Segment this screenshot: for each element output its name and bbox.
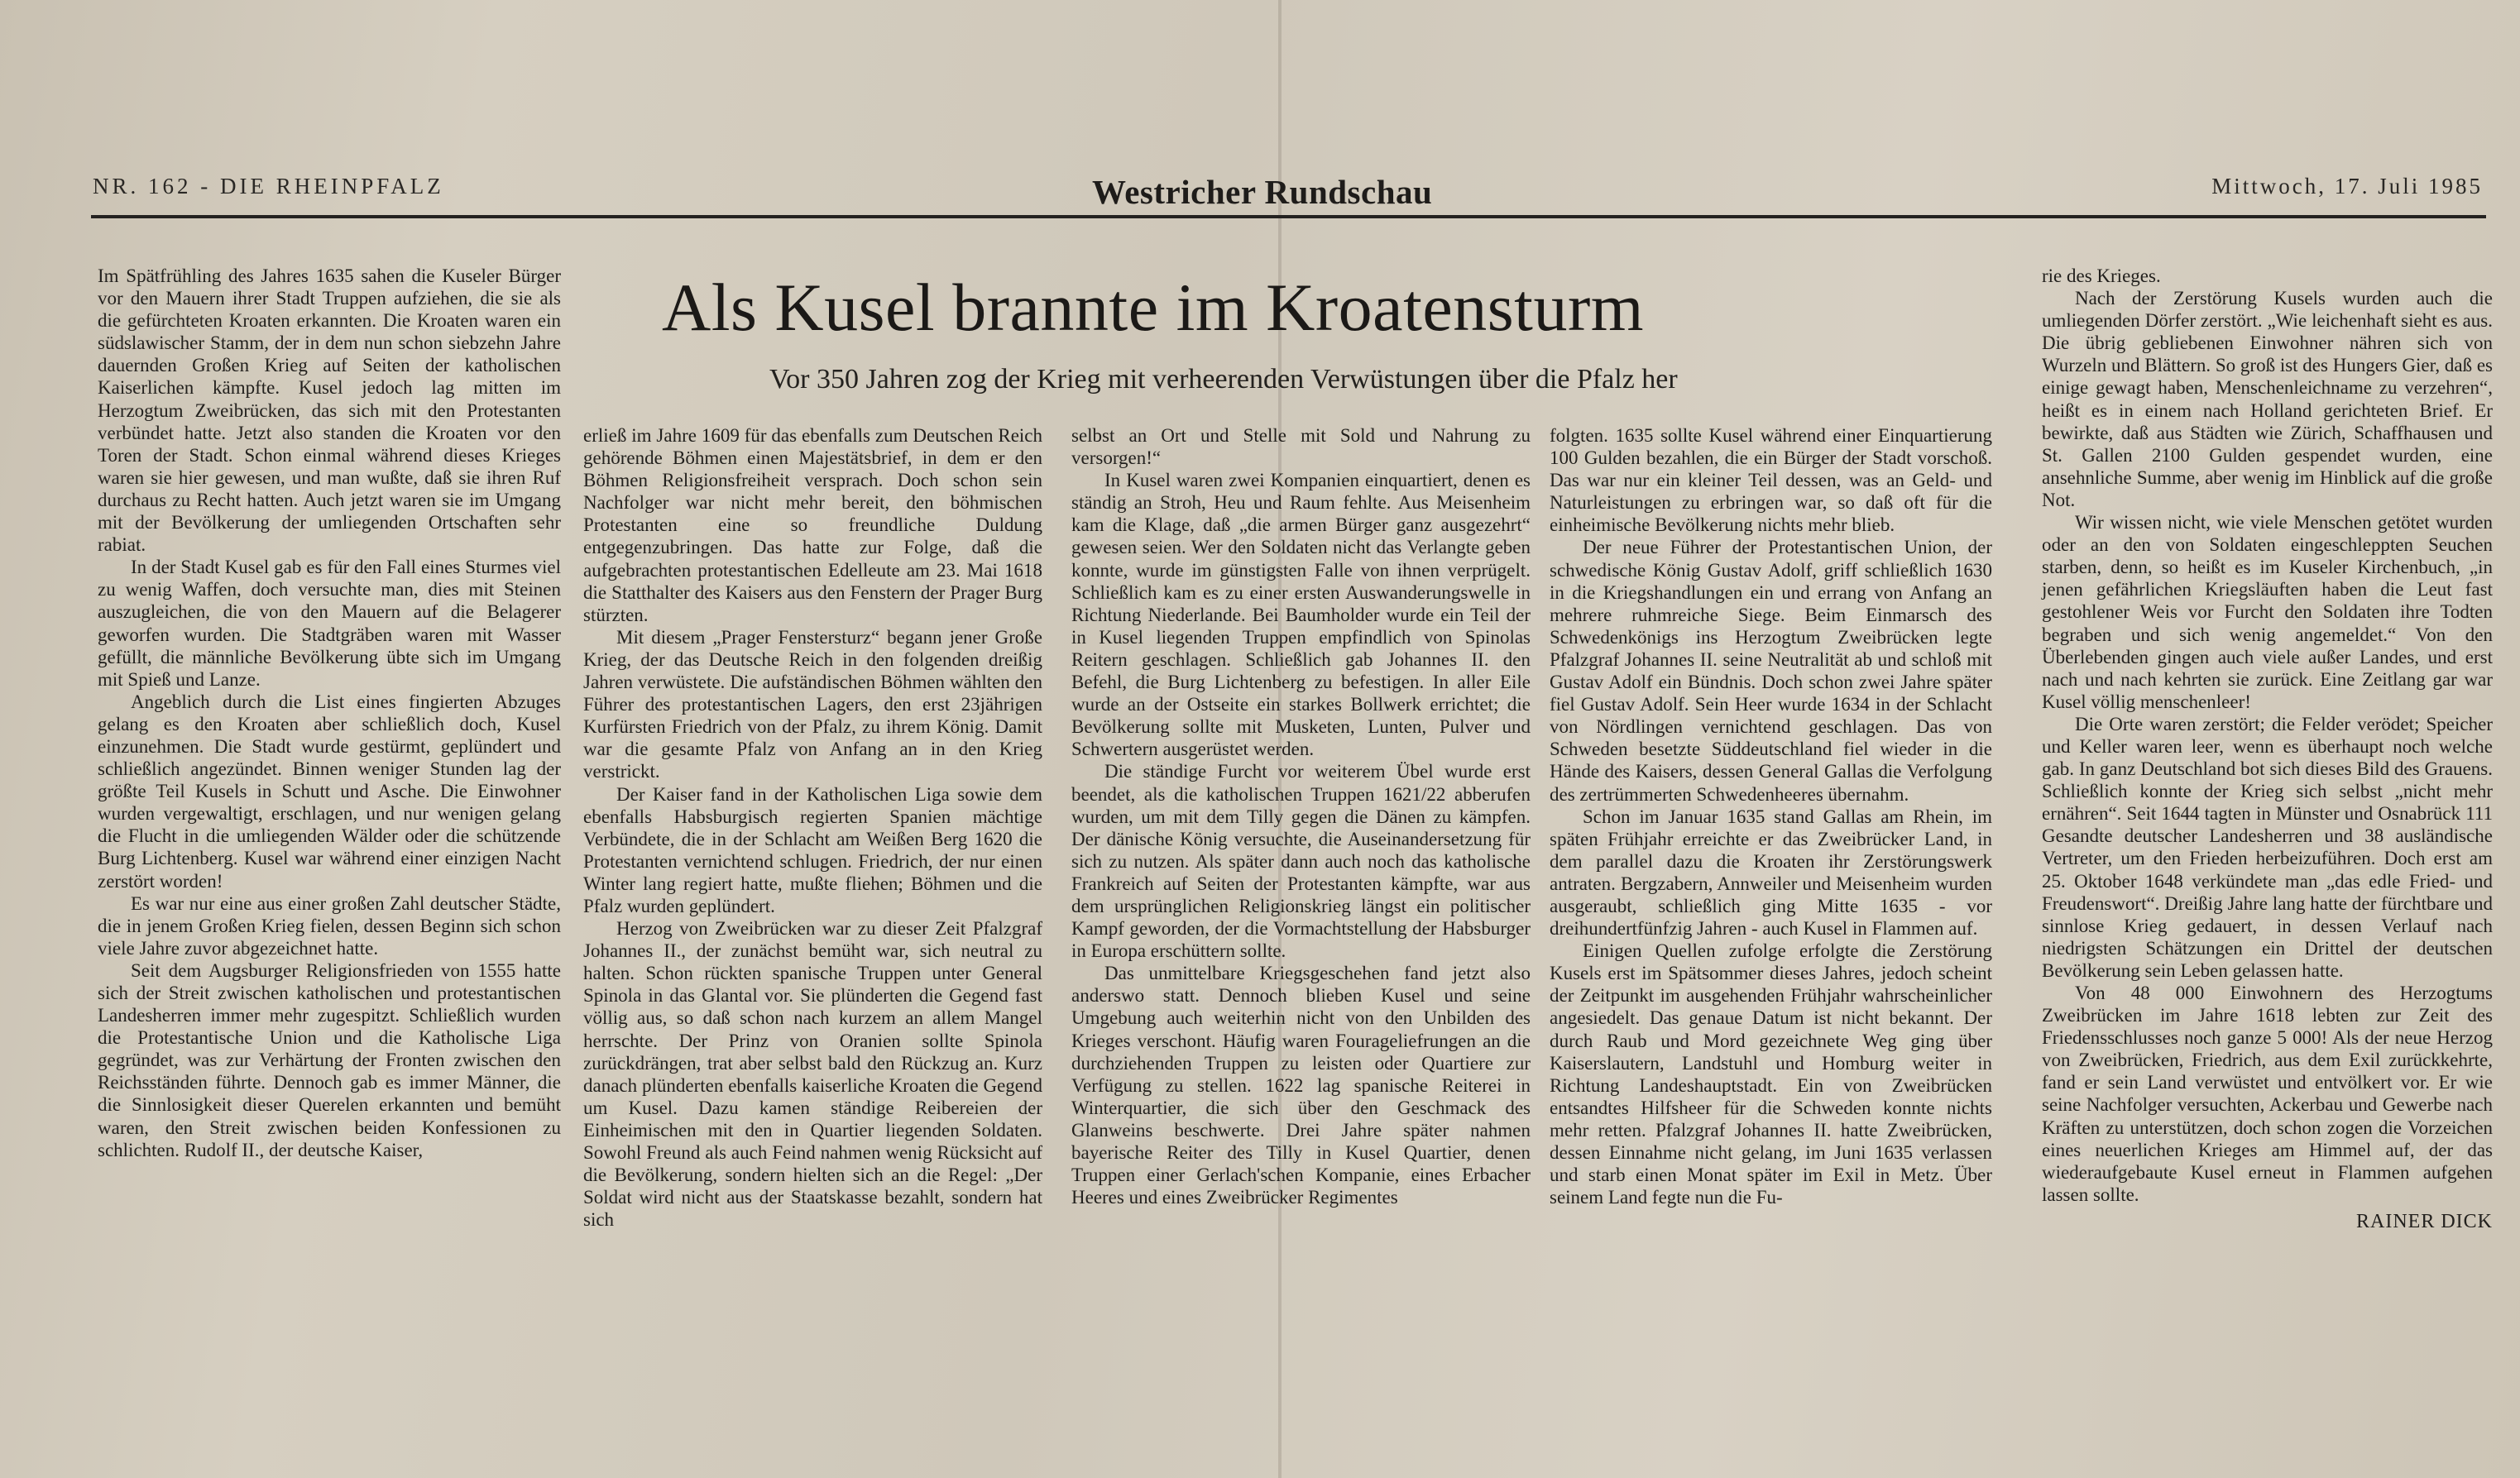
paragraph: Von 48 000 Einwohnern des Herzogtums Zweibrücken im Jahre 1618 lebten zur Zeit des Friedensschlusses noch ganze 5 000! Als der neue Herzog von Zweibrücken, Friedrich, aus dem Exil zurückkehrte, fand er sein Land verwüstet und entvölkert vor. Er wie seine Nachfolger versuchten, Ackerbau und Gewerbe nach Kräften zu unterstützen, doch schon zogen die Vorzeichen eines neuerlichen Krieges am Himmel auf, der das wiederaufgebaute Kusel erneut in Flammen aufgehen lassen sollte.: [2042, 983, 2493, 1205]
article-column-2: [583, 424, 1042, 1450]
paragraph: Der neue Führer der Protestantischen Union, der schwedische König Gustav Adolf, griff schließlich 1630 in die Kriegshandlungen ein und errang von Anfang an mehrere ruhmreiche Siege. Beim Einmarsch des Schwedenkönigs ins Herzogtum Zweibrücken legte Pfalzgraf Johannes II. seine Neutralität ab und schloß mit Gustav Adolf ein Bündnis. Doch schon zwei Jahre später fiel Gustav Adolf. Sein Heer wurde 1634 in der Schlacht von Nördlingen vernichtend geschlagen. Das von Schweden besetzte Süddeutschland fiel wieder in die Hände des Kaisers, dessen General Gallas die Verfolgung des zertrümmerten Schwedenheeres übernahm.: [1550, 537, 1992, 805]
section-title: Westricher Rundschau: [1092, 173, 1433, 211]
paragraph: Nach der Zerstörung Kusels wurden auch die umliegenden Dörfer zerstört. „Wie leichenhaft sieht es aus. Die übrig gebliebenen Einwohner nähren sich von Wurzeln und Blättern. So groß ist des Hungers Gier, daß es einige gewagt haben, Menschenleichname zu verzehren“, heißt es in einem nach Holland gerichteten Brief. Er bewirkte, daß aus Städten wie Zürich, Schaffhausen und St. Gallen 2100 Gulden gespendet wurden, eine ansehnliche Summe, aber wenig im Hinblick auf die große Not.: [2042, 288, 2493, 510]
paragraph: Wir wissen nicht, wie viele Menschen getötet wurden oder an den von Soldaten eingeschleppten Seuchen starben, denn, so heißt es im Kuseler Kirchenbuch, „in jenen gefährlichen Kriegsläuften haben die Leut fast gestohlener Weis vor Furcht den Soldaten ihre Todten begraben und sich wenig angemeldet.“ Von den Überlebenden gingen auch viele außer Landes, und erst nach und nach kehrten sie zurück. Eine Zeitlang gar war Kusel völlig menschenleer!: [2042, 512, 2493, 712]
paragraph: erließ im Jahre 1609 für das ebenfalls zum Deutschen Reich gehörende Böhmen einen Majestätsbrief, in dem er den Böhmen Religionsfreiheit versprach. Doch schon sein Nachfolger war nicht mehr bereit, den böhmischen Protestanten eine so freundliche Duldung entgegenzubringen. Das hatte zur Folge, daß die aufgebrachten protestantischen Edelleute am 23. Mai 1618 die Statthalter des Kaisers aus den Fenstern der Prager Burg stürzten.: [583, 425, 1042, 625]
issue-date: Mittwoch, 17. Juli 1985: [2211, 174, 2483, 199]
paragraph: In Kusel waren zwei Kompanien einquartiert, denen es ständig an Stroh, Heu und Raum fehlte. Aus Meisenheim kam die Klage, daß „die armen Bürger ganz ausgezehrt“ gewesen seien. Wer den Soldaten nicht das Verlangte geben konnte, wurde im günstigsten Falle von ihnen verprügelt. Schließlich kam es zu einer ersten Auswanderungswelle in Richtung Niederlande. Bei Baumholder wurde ein Teil der in Kusel liegenden Truppen empfindlich von Spinolas Reitern geschlagen. Schließlich gab Johannes II. den Befehl, die Burg Lichtenberg zu befestigen. In aller Eile wurde an der Ostseite ein starkes Bollwerk errichtet; die Bevölkerung sollte mit Musketen, Lunten, Pulver und Schwertern ausgerüstet werden.: [1071, 470, 1531, 760]
issue-label: NR. 162 - DIE RHEINPFALZ: [93, 174, 444, 199]
paragraph: Die ständige Furcht vor weiterem Übel wurde erst beendet, als die katholischen Truppen 1621/22 abberufen wurden, um mit dem Tilly gegen die Dänen zu kämpfen. Der dänische König versuchte, die Auseinandersetzung für sich zu nutzen. Als später dann auch noch das katholische Frankreich auf Seiten der Protestanten kämpfte, war aus dem ursprünglichen Religionskrieg längst ein politischer Kampf geworden, der die Vormachtstellung der Habsburger in Europa erschüttern sollte.: [1071, 761, 1531, 962]
article-column-1: [98, 265, 561, 1456]
paragraph: selbst an Ort und Stelle mit Sold und Nahrung zu versorgen!“: [1071, 425, 1531, 469]
paragraph: Der Kaiser fand in der Katholischen Liga sowie dem ebenfalls Habsburgisch regierten Spanien mächtige Verbündete, die in der Schlacht am Weißen Berg 1620 die Protestanten vernichtend schlugen. Friedrich, der nur einen Winter lang regiert hatte, mußte fliehen; Böhmen und die Pfalz wurden geplündert.: [583, 783, 1042, 916]
article-column-4: [1550, 424, 1992, 1450]
paragraph: Das unmittelbare Kriegsgeschehen fand jetzt also anderswo statt. Dennoch blieben Kusel und seine Umgebung auch weiterhin nicht von den Unbilden des Krieges verschont. Häufig waren Fourageliefrungen an die durchziehenden Truppen zu leisten oder Quartiere zur Verfügung zu stellen. 1622 lag spanische Reiterei in Winterquartier, die sich über den Geschmack des Glanweins beschwerte. Drei Jahre später nahmen bayerische Reiter des Tilly in Kusel Quartier, denen Truppen einer Gerlach'schen Kompanie, eines Erbacher Heeres und eines Zweibrücker Regimentes: [1071, 963, 1531, 1208]
masthead: [91, 172, 2486, 218]
paragraph: folgten. 1635 sollte Kusel während einer Einquartierung 100 Gulden bezahlen, die ein Bürger der Stadt vorschoß. Das war nur ein kleiner Teil dessen, was an Geld- und Naturleistungen zu erbringen war, so daß oft für die einheimische Bevölkerung nichts mehr blieb.: [1550, 425, 1992, 536]
paragraph: rie des Krieges.: [2042, 265, 2161, 286]
article-column-3: [1071, 424, 1531, 1450]
article-subheadline: Vor 350 Jahren zog der Krieg mit verheerenden Verwüstungen über die Pfalz her: [769, 364, 1678, 395]
paragraph: In der Stadt Kusel gab es für den Fall eines Sturmes viel zu wenig Waffen, doch versuchte man, dies mit Steinen auszugleichen, die von den Mauern auf die Belagerer geworfen wurden. Die Stadtgräben waren mit Wasser gefüllt, die männliche Bevölkerung übte sich im Umgang mit Spieß und Lanze.: [98, 557, 561, 690]
article-column-5: [2042, 265, 2493, 1431]
paragraph: Es war nur eine aus einer großen Zahl deutscher Städte, die in jenem Großen Krieg fielen, dessen Beginn sich schon viele Jahre zuvor abgezeichnet hatte.: [98, 892, 561, 959]
paragraph: Schon im Januar 1635 stand Gallas am Rhein, im späten Frühjahr erreichte er das Zweibrücker Land, in dem parallel dazu die Kroaten ihr Zerstörungswerk antraten. Bergzabern, Annweiler und Meisenheim wurden ausgeraubt, schließlich ging Mitte 1635 - vor dreihundertfünfzig Jahren - auch Kusel in Flammen auf.: [1550, 806, 1992, 940]
article-headline: Als Kusel brannte im Kroatensturm: [662, 270, 1645, 345]
paragraph: Die Orte waren zerstört; die Felder verödet; Speicher und Keller waren leer, wenn es überhaupt noch welche gab. In ganz Deutschland bot sich dieses Bild des Grauens. Schließlich konnte der Krieg sich selbst „nicht mehr ernähren“. Seit 1644 tagten in Münster und Osnabrück 111 Gesandte deutscher Landesherren und 38 ausländische Vertreter, um den Frieden herbeizuführen. Doch erst am 25. Oktober 1648 verkündete man „das edle Fried- und Freudenswort“. Dreißig Jahre lang hatte der fürchtbare und sinnlose Krieg gedauert, in dessen Verlauf nach niedrigsten Schätzungen ein Drittel der deutschen Bevölkerung sein Leben gelassen hatte.: [2042, 713, 2493, 981]
paragraph: Im Spätfrühling des Jahres 1635 sahen die Kuseler Bürger vor den Mauern ihrer Stadt Truppen aufziehen, die sie als die gefürchteten Kroaten erkannten. Die Kroaten waren ein südslawischer Stamm, der in dem nun schon siebzehn Jahre dauernden Großen Krieg auf Seiten der katholischen Kaiserlichen kämpfte. Kusel jedoch lag mitten im Herzogtum Zweibrücken, das sich mit den Protestanten verbündet hatte. Jetzt also standen die Kroaten vor den Toren der Stadt. Schon einmal während dieses Krieges waren sie hier gewesen, und man wußte, daß sie ihren Ruf durchaus zu Recht hatten. Auch jetzt waren sie im Umgang mit der Bevölkerung der umliegenden Ortschaften sehr rabiat.: [98, 265, 561, 556]
paragraph: Mit diesem „Prager Fenstersturz“ begann jener Große Krieg, der das Deutsche Reich in den folgenden dreißig Jahren verwüstete. Die aufständischen Böhmen wählten den Führer des protestantischen Lagers, den erst 23jährigen Kurfürsten Friedrich von der Pfalz, zu ihrem König. Damit war die gesamte Pfalz von Anfang an in den Krieg verstrickt.: [583, 626, 1042, 782]
paragraph: Angeblich durch die List eines fingierten Abzuges gelang es den Kroaten aber schließlich doch, Kusel einzunehmen. Die Stadt wurde gestürmt, geplündert und schließlich angezündet. Binnen weniger Stunden lag der größte Teil Kusels in Schutt und Asche. Die Einwohner wurden vergewaltigt, erschlagen, und nur wenigen gelang die Flucht in die umliegenden Wälder oder die schützende Burg Lichtenberg. Kusel war während einer einzigen Nacht zerstört worden!: [98, 691, 561, 892]
paragraph: Herzog von Zweibrücken war zu dieser Zeit Pfalzgraf Johannes II., der zunächst bemüht war, sich neutral zu halten. Schon rückten spanische Truppen unter General Spinola in das Glantal vor. Sie plünderten die Gegend fast völlig aus, so daß schon nach kurzem an allem Mangel herrschte. Der Prinz von Oranien sollte Spinola zurückdrängen, trat aber selbst bald den Rückzug an. Kurz danach plünderten ebenfalls kaiserliche Kroaten die Gegend um Kusel. Dazu kamen ständige Reibereien der Einheimischen mit den in Quartier liegenden Soldaten. Sowohl Freund als auch Feind nahmen wenig Rücksicht auf die Bevölkerung, sondern hielten sich an die Regel: „Der Soldat wird nicht aus der Staatskasse bezahlt, sondern hat sich: [583, 918, 1042, 1231]
paragraph: Einigen Quellen zufolge erfolgte die Zerstörung Kusels erst im Spätsommer dieses Jahres, jedoch scheint der Zeitpunkt im ausgehenden Frühjahr wahrscheinlicher angesiedelt. Das genaue Datum ist nicht bekannt. Der durch Raub und Mord gezeichnete Weg ging über Kaiserslautern, Landstuhl und Homburg weiter in Richtung Landeshauptstadt. Ein von Zweibrücken entsandtes Hilfsheer für die Schweden konnte nichts mehr retten. Pfalzgraf Johannes II. hatte Zweibrücken, dessen Einnahme nicht gelang, im Juni 1635 verlassen und starb einen Monat später im Exil in Metz. Über seinem Land fegte nun die Fu-: [1550, 940, 1992, 1208]
author-byline: RAINER DICK: [2356, 1210, 2493, 1232]
paragraph: Seit dem Augsburger Religionsfrieden von 1555 hatte sich der Streit zwischen katholischen und protestantischen Landesherren immer mehr zugespitzt. Schließlich wurden die Protestantische Union und die Katholische Liga gegründet, was zur Verhärtung der Fronten zwischen den Reichsständen führte. Dennoch gab es immer Männer, die die Sinnlosigkeit dieser Querelen erkannten und bemüht waren, den Streit zwischen beiden Konfessionen zu schlichten. Rudolf II., der deutsche Kaiser,: [98, 959, 561, 1160]
